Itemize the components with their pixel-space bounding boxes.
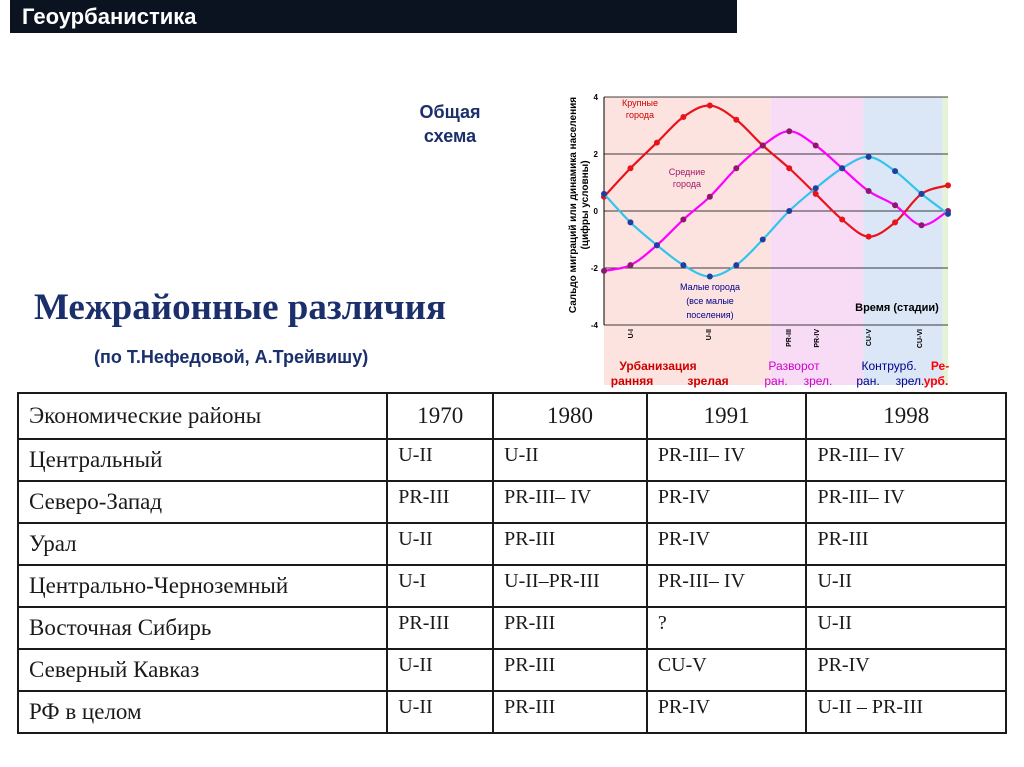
table-row — [18, 439, 1006, 481]
series-label-small-1: Малые города — [680, 282, 740, 292]
stage-cell: PR-III– IV — [806, 481, 1006, 523]
scheme-label-line2: схема — [423, 126, 477, 146]
series-point-1 — [919, 222, 925, 228]
stage-cell: U-II – PR-III — [806, 691, 1006, 733]
series-point-1 — [813, 142, 819, 148]
stage-tick-label: CU-VI — [917, 329, 924, 349]
column-header-year: 1998 — [806, 393, 1006, 439]
stage-cell: U-II — [493, 439, 647, 481]
series-point-0 — [627, 165, 633, 171]
stage-cell: PR-III — [493, 691, 647, 733]
series-point-2 — [707, 274, 713, 280]
series-label-small-3: поселения) — [686, 310, 734, 320]
series-point-0 — [839, 217, 845, 223]
stage-cell: PR-III — [493, 523, 647, 565]
series-point-2 — [813, 185, 819, 191]
series-point-2 — [601, 191, 607, 197]
series-point-2 — [760, 237, 766, 243]
series-point-2 — [919, 191, 925, 197]
y-tick-label: 0 — [593, 207, 598, 216]
stage-cell: PR-III– IV — [647, 439, 807, 481]
stage-tick-label: U-I — [628, 329, 635, 339]
series-point-1 — [866, 188, 872, 194]
series-point-2 — [733, 262, 739, 268]
series-point-1 — [733, 165, 739, 171]
y-tick-label: -2 — [590, 264, 598, 273]
column-header-year: 1970 — [387, 393, 493, 439]
series-label-large-2: города — [625, 110, 655, 120]
series-point-2 — [627, 219, 633, 225]
stage-cell: PR-III — [806, 523, 1006, 565]
phase-sub-mature: зрелая — [687, 374, 729, 388]
column-header-year: 1980 — [493, 393, 647, 439]
phase-sub-reurban: урб. — [923, 374, 949, 388]
stage-cell: PR-IV — [806, 649, 1006, 691]
series-point-0 — [680, 114, 686, 120]
series-point-1 — [786, 128, 792, 134]
phase-sub-rev-early: ран. — [764, 374, 788, 388]
series-label-medium-1: Средние — [668, 167, 706, 177]
phase-label-counter: Контрурб. — [861, 359, 917, 373]
series-point-1 — [892, 202, 898, 208]
region-name-cell: Центрально-Черноземный — [18, 565, 387, 607]
series-point-2 — [945, 211, 951, 217]
stage-cell: PR-IV — [647, 691, 807, 733]
series-point-1 — [760, 142, 766, 148]
stages-chart — [548, 85, 953, 393]
series-point-0 — [707, 103, 713, 109]
region-name-cell: Восточная Сибирь — [18, 607, 387, 649]
series-label-large-1: Крупные — [622, 98, 658, 108]
stage-cell: PR-IV — [647, 523, 807, 565]
y-axis-label — [568, 97, 591, 313]
phase-sub-counter-early: ран. — [856, 374, 880, 388]
stage-cell: PR-III — [493, 649, 647, 691]
phase-label-urbanization: Урбанизация — [619, 359, 697, 373]
stage-tick-label: CU-V — [866, 329, 873, 347]
series-point-2 — [839, 165, 845, 171]
series-point-2 — [786, 208, 792, 214]
series-point-2 — [654, 242, 660, 248]
scheme-label — [400, 100, 500, 148]
stage-cell: PR-III — [493, 607, 647, 649]
series-point-2 — [892, 168, 898, 174]
stage-cell: PR-IV — [647, 481, 807, 523]
stage-cell: PR-III — [387, 607, 493, 649]
stage-cell: U-II — [806, 607, 1006, 649]
stage-cell: U-I — [387, 565, 493, 607]
series-point-0 — [892, 219, 898, 225]
column-header-year: 1991 — [647, 393, 807, 439]
series-point-2 — [866, 154, 872, 160]
series-label-small-2: (все малые — [686, 296, 734, 306]
stage-cell: ? — [647, 607, 807, 649]
y-axis-label-line1: Сальдо миграций или динамика населения — [568, 96, 579, 314]
region-name-cell: РФ в целом — [18, 691, 387, 733]
series-point-0 — [733, 117, 739, 123]
stage-cell: U-II — [387, 649, 493, 691]
table-row — [18, 607, 1006, 649]
series-point-1 — [707, 194, 713, 200]
phase-sub-rev-mature: зрел. — [803, 374, 833, 388]
page-title: Геоурбанистика — [22, 4, 197, 29]
y-axis-label-line2: (цифры условны) — [580, 160, 591, 250]
stage-tick-label: U-II — [706, 329, 713, 341]
region-name-cell: Центральный — [18, 439, 387, 481]
series-point-0 — [786, 165, 792, 171]
phase-reurban-bg — [943, 97, 948, 385]
series-point-0 — [945, 182, 951, 188]
series-point-1 — [601, 268, 607, 274]
table-row — [18, 481, 1006, 523]
table-row — [18, 523, 1006, 565]
series-point-1 — [627, 262, 633, 268]
stage-cell: PR-III — [387, 481, 493, 523]
scheme-label-line1: Общая — [419, 102, 481, 122]
series-label-medium-2: города — [672, 179, 702, 189]
y-tick-label: -4 — [590, 321, 598, 330]
stage-cell: PR-III– IV — [647, 565, 807, 607]
stage-tick-label: PR-IV — [814, 329, 821, 348]
region-name-cell: Урал — [18, 523, 387, 565]
x-axis-label: Время (стадии) — [855, 302, 939, 314]
phase-sub-counter-mature: зрел. — [895, 374, 925, 388]
phase-counter-bg — [863, 97, 942, 385]
stage-cell: U-II — [387, 439, 493, 481]
series-point-0 — [654, 140, 660, 146]
series-point-1 — [680, 217, 686, 223]
phase-urbanization-bg — [604, 97, 771, 385]
stage-cell: U-II–PR-III — [493, 565, 647, 607]
table-row — [18, 649, 1006, 691]
stage-cell: U-II — [806, 565, 1006, 607]
phase-label-reversal: Разворот — [768, 359, 820, 373]
phase-label-reurban: Ре- — [930, 359, 950, 373]
y-tick-label: 2 — [593, 150, 598, 159]
series-point-0 — [813, 191, 819, 197]
stage-cell: PR-III– IV — [806, 439, 1006, 481]
column-header-region: Экономические районы — [18, 393, 387, 439]
stage-cell: U-II — [387, 691, 493, 733]
header-title-bar — [10, 0, 737, 33]
subheading: (по Т.Нефедовой, А.Трейвишу) — [94, 347, 369, 367]
regions-table — [17, 392, 1007, 734]
region-name-cell: Северо-Запад — [18, 481, 387, 523]
phase-sub-early: ранняя — [610, 374, 654, 388]
series-point-2 — [680, 262, 686, 268]
series-point-0 — [866, 234, 872, 240]
stage-cell: U-II — [387, 523, 493, 565]
table-row — [18, 691, 1006, 733]
table-header-row — [18, 393, 1006, 439]
main-heading: Межрайонные различия — [34, 287, 447, 328]
table-row — [18, 565, 1006, 607]
stage-cell: PR-III– IV — [493, 481, 647, 523]
stage-cell: CU-V — [647, 649, 807, 691]
region-name-cell: Северный Кавказ — [18, 649, 387, 691]
stage-tick-label: PR-III — [786, 329, 793, 347]
y-tick-label: 4 — [593, 93, 598, 102]
